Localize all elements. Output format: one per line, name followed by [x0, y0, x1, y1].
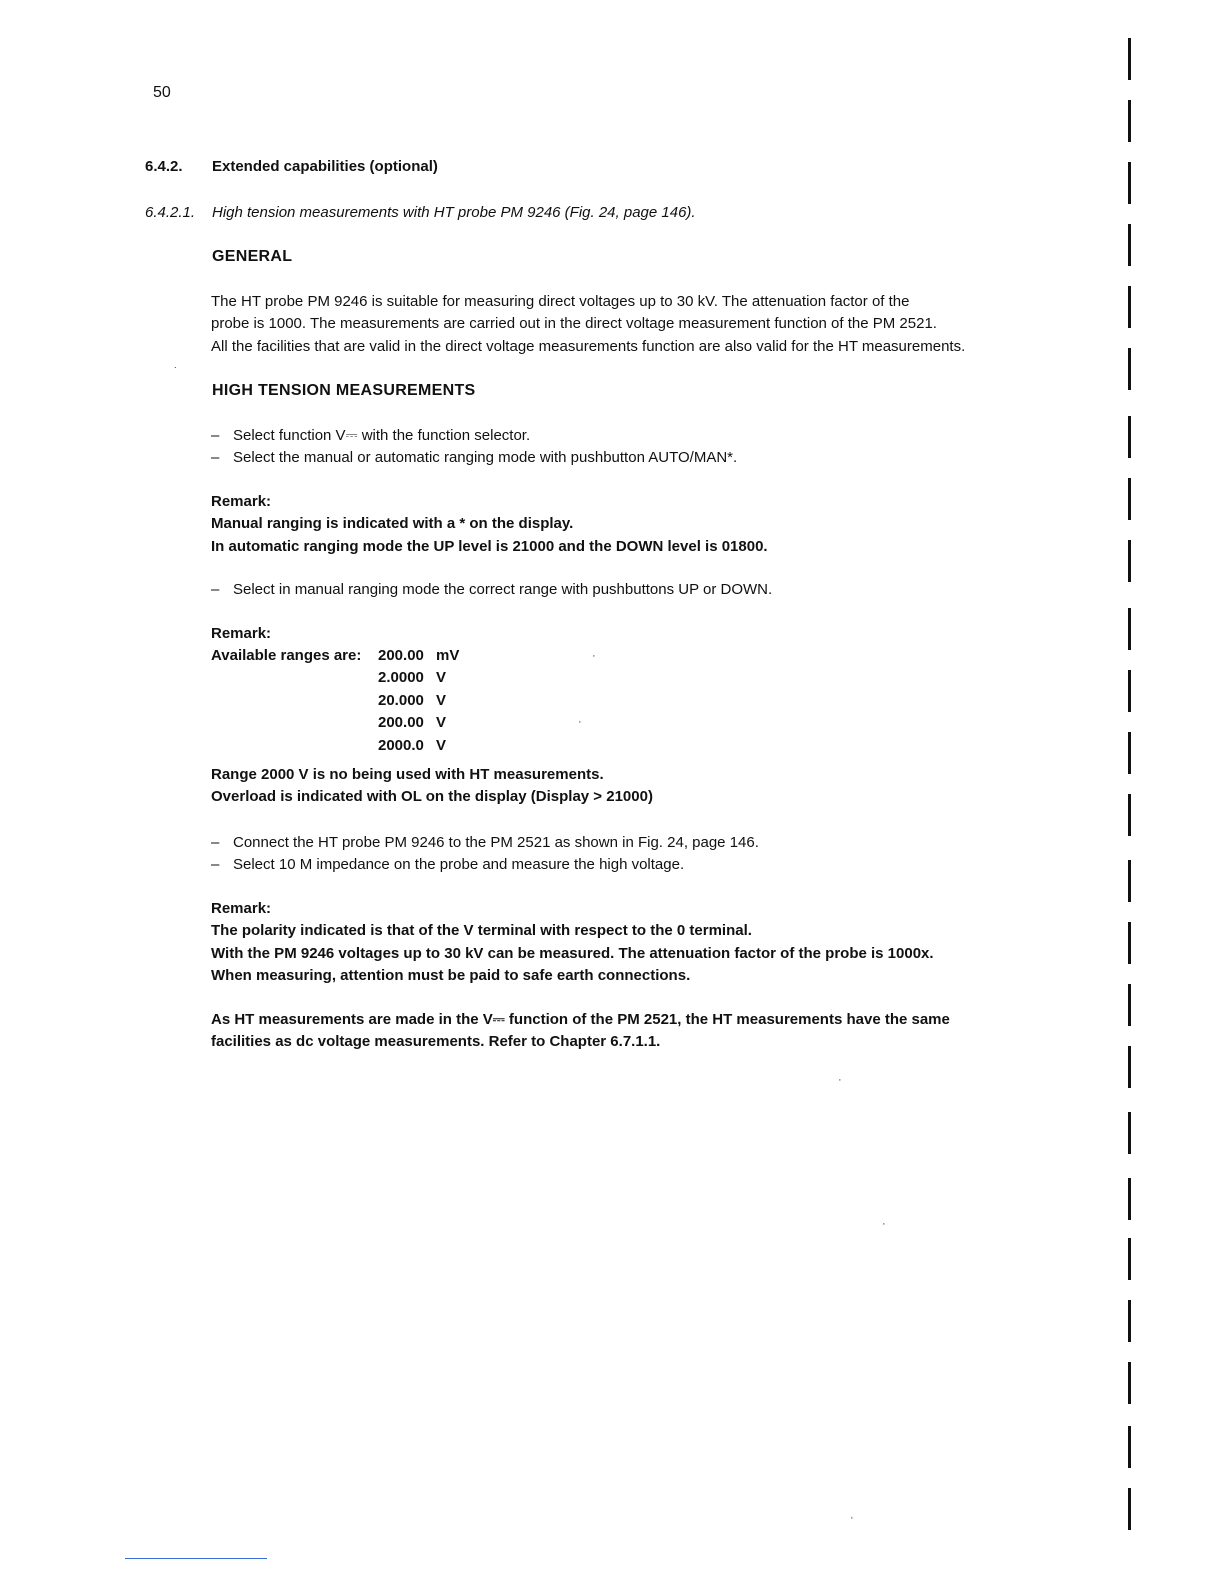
general-line: The HT probe PM 9246 is suitable for measuring direct voltages up to 30 kV. The attenuation factor of the [211, 293, 910, 310]
border-mark [1128, 1300, 1131, 1342]
remark-line: When measuring, attention must be paid to safe earth connections. [211, 967, 691, 985]
remark-1 [211, 491, 768, 558]
border-mark [1128, 1046, 1131, 1088]
range-row [378, 690, 446, 712]
range-unit: V [436, 737, 447, 754]
border-mark [1128, 348, 1131, 390]
range-row [378, 667, 446, 689]
dash-bullet: – [211, 581, 220, 598]
general-paragraph [211, 291, 965, 358]
border-mark [1128, 1178, 1131, 1220]
border-mark [1128, 1426, 1131, 1468]
border-mark [1128, 860, 1131, 902]
steps-c-list [211, 832, 759, 877]
section-title: Extended capabilities (optional) [212, 158, 438, 175]
border-mark [1128, 670, 1131, 712]
remark-line: In automatic ranging mode the UP level is 21000 and the DOWN level is 01800. [211, 537, 768, 555]
remark-2-label: Remark: [211, 625, 272, 642]
general-heading: GENERAL [212, 248, 293, 265]
list-item [211, 579, 772, 601]
closing-line: facilities as dc voltage measurements. Refer to Chapter 6.7.1.1. [211, 1033, 661, 1051]
ranges-label: Available ranges are: [211, 647, 362, 664]
scan-speck: · [882, 1218, 886, 1230]
step-text: Select function V⎓ with the function selector. [233, 427, 531, 444]
range-value: 200.00 [378, 714, 424, 731]
list-item [211, 425, 737, 447]
remark-line: Range 2000 V is no being used with HT measurements. [211, 766, 604, 783]
remark-line: Overload is indicated with OL on the display (Display > 21000) [211, 788, 653, 806]
range-row [378, 645, 459, 667]
subsection-title: High tension measurements with HT probe PM 9246 (Fig. 24, page 146). [212, 204, 696, 221]
range-value: 2.0000 [378, 669, 424, 686]
border-mark [1128, 416, 1131, 458]
range-unit: mV [436, 647, 460, 664]
border-mark [1128, 1488, 1131, 1530]
border-mark [1128, 608, 1131, 650]
step-text: Connect the HT probe PM 9246 to the PM 2521 as shown in Fig. 24, page 146. [233, 834, 759, 851]
footer-rule [125, 1558, 267, 1559]
range-row [378, 735, 446, 757]
remark-label: Remark: [211, 493, 272, 510]
scan-speck: · [578, 716, 582, 728]
range-value: 2000.0 [378, 737, 424, 754]
step-text: Select in manual ranging mode the correct range with pushbuttons UP or DOWN. [233, 581, 773, 598]
border-mark [1128, 540, 1131, 582]
dash-bullet: – [211, 427, 220, 444]
scan-speck: · [838, 1074, 842, 1086]
closing-paragraph [211, 1009, 950, 1054]
remark-2-notes [211, 764, 653, 809]
border-mark [1128, 1112, 1131, 1154]
range-row [378, 712, 446, 734]
border-mark [1128, 732, 1131, 774]
scan-border-marks [1128, 30, 1138, 1530]
range-unit: V [436, 714, 447, 731]
remark-line: The polarity indicated is that of the V terminal with respect to the 0 terminal. [211, 922, 752, 940]
remark-3 [211, 898, 934, 988]
scan-speck: ˙ [174, 366, 178, 378]
steps-b-list [211, 579, 772, 601]
range-unit: V [436, 669, 447, 686]
border-mark [1128, 100, 1131, 142]
border-mark [1128, 478, 1131, 520]
step-text: Select the manual or automatic ranging mode with pushbutton AUTO/MAN*. [233, 449, 738, 467]
steps-a-list [211, 425, 737, 470]
range-value: 20.000 [378, 692, 424, 709]
dash-bullet: – [211, 449, 220, 467]
dash-bullet: – [211, 856, 220, 874]
border-mark [1128, 1238, 1131, 1280]
subsection-number: 6.4.2.1. [145, 204, 196, 221]
closing-line: As HT measurements are made in the V⎓ function of the PM 2521, the HT measurements have the same [211, 1011, 950, 1028]
dash-bullet: – [211, 834, 220, 851]
scan-speck: · [592, 650, 596, 662]
page-number: 50 [153, 84, 171, 101]
ht-heading: HIGH TENSION MEASUREMENTS [212, 382, 476, 399]
list-item [211, 854, 759, 876]
general-line: All the facilities that are valid in the direct voltage measurements function are also valid for the HT measurements. [211, 337, 966, 355]
section-number: 6.4.2. [145, 158, 183, 175]
border-mark [1128, 224, 1131, 266]
border-mark [1128, 922, 1131, 964]
remark-line: Manual ranging is indicated with a * on the display. [211, 515, 574, 533]
subsection-heading [145, 204, 696, 221]
step-text: Select 10 M impedance on the probe and measure the high voltage. [233, 856, 685, 874]
border-mark [1128, 162, 1131, 204]
section-heading [145, 158, 438, 175]
range-unit: V [436, 692, 447, 709]
general-line: probe is 1000. The measurements are carried out in the direct voltage measurement function of the PM 2521. [211, 315, 937, 333]
remark-label: Remark: [211, 900, 272, 917]
border-mark [1128, 1362, 1131, 1404]
border-mark [1128, 286, 1131, 328]
range-value: 200.00 [378, 647, 424, 664]
border-mark [1128, 38, 1131, 80]
list-item [211, 447, 737, 469]
border-mark [1128, 984, 1131, 1026]
remark-line: With the PM 9246 voltages up to 30 kV can be measured. The attenuation factor of the probe is 1000x. [211, 944, 934, 962]
border-mark [1128, 794, 1131, 836]
scan-speck: · [850, 1512, 854, 1524]
list-item [211, 832, 759, 854]
